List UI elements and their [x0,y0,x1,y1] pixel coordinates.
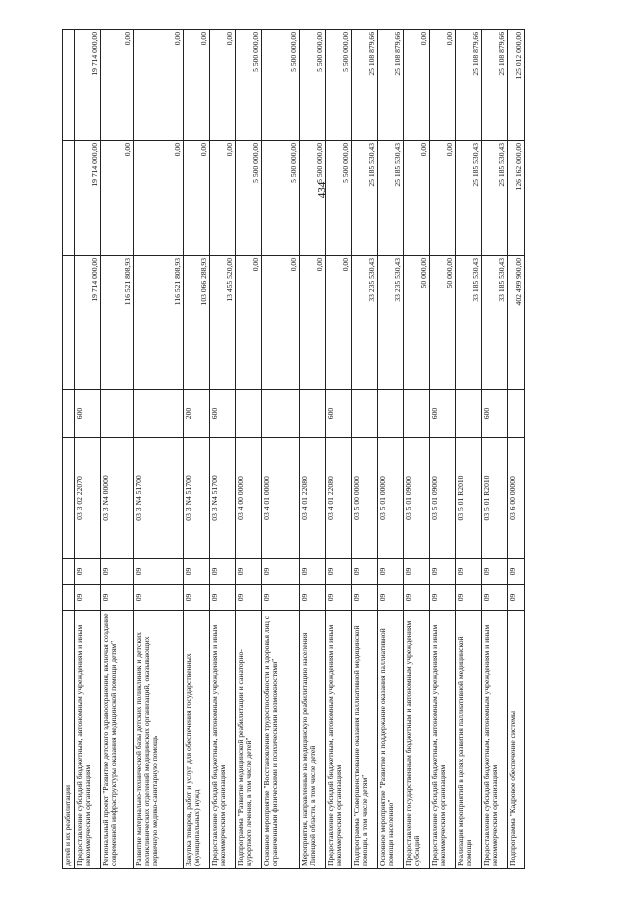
row-name-cell: Предоставление субсидий бюджетным, автономным учреждениям и иным некоммерческим организациям [430,611,456,869]
table-row [184,30,210,869]
subsection-code-cell: 09 [326,559,352,585]
subsection-code-cell: 09 [262,559,300,585]
row-name-cell: Мероприятия, направленные на медицинскую реабилитацию населения Липецкой области, в том числе детей [300,611,326,869]
section-code-cell [63,585,75,611]
target-article-cell: 03 3 02 22070 [75,438,101,559]
amount-year1-cell: 402 499 900,00 [508,256,525,390]
amount-year1-cell: 116 521 808,93 [101,256,134,390]
target-article-cell: 03 3 N4 51700 [184,438,210,559]
subsection-code-cell: 09 [75,559,101,585]
row-name-cell: Предоставление субсидий бюджетным, автономным учреждениям и иным некоммерческим организациям [326,611,352,869]
amount-year2-cell [63,141,75,256]
section-code-cell: 09 [184,585,210,611]
row-name-cell: Развитие материально-технической базы детских поликлиник и детских поликлинических отделений медицинских организаций, оказывающих первичную медико-санитарную помощь [134,611,184,869]
subsection-code-cell: 09 [456,559,482,585]
amount-year3-cell: 0,00 [404,30,430,141]
expense-type-cell [262,390,300,438]
amount-year3-cell: 0,00 [134,30,184,141]
amount-year3-cell: 25 108 879,66 [352,30,378,141]
expense-type-cell [404,390,430,438]
row-name-cell: Подпрограмма "Совершенствование оказания паллиативной медицинской помощи, в том числе детям" [352,611,378,869]
amount-year1-cell: 0,00 [300,256,326,390]
section-code-cell: 09 [430,585,456,611]
page-number: 434 [316,181,328,199]
subsection-code-cell: 09 [101,559,134,585]
expense-type-cell: 600 [75,390,101,438]
amount-year3-cell: 25 108 879,66 [482,30,508,141]
amount-year2-cell: 25 185 530,43 [482,141,508,256]
amount-year3-cell: 5 500 000,00 [300,30,326,141]
table-row [101,30,134,869]
table-row [404,30,430,869]
amount-year3-cell: 25 108 879,66 [378,30,404,141]
amount-year1-cell: 0,00 [236,256,262,390]
target-article-cell: 03 3 N4 51700 [210,438,236,559]
target-article-cell: 03 5 00 00000 [352,438,378,559]
expense-type-cell [300,390,326,438]
row-name-cell: Предоставление государственным бюджетным и автономным учреждениям субсидий [404,611,430,869]
subsection-code-cell: 09 [184,559,210,585]
amount-year2-cell: 0,00 [134,141,184,256]
amount-year3-cell [63,30,75,141]
row-name-cell: Подпрограмма "Кадровое обеспечение системы [508,611,525,869]
expense-type-cell [378,390,404,438]
amount-year3-cell: 5 500 000,00 [326,30,352,141]
table-row [378,30,404,869]
expense-type-cell: 600 [482,390,508,438]
amount-year2-cell: 5 500 000,00 [262,141,300,256]
amount-year1-cell: 103 066 288,93 [184,256,210,390]
section-code-cell: 09 [326,585,352,611]
amount-year2-cell: 0,00 [404,141,430,256]
amount-year3-cell: 0,00 [430,30,456,141]
expense-type-cell: 600 [326,390,352,438]
amount-year1-cell: 50 000,00 [430,256,456,390]
amount-year2-cell: 5 500 000,00 [236,141,262,256]
section-code-cell: 09 [262,585,300,611]
subsection-code-cell: 09 [300,559,326,585]
target-article-cell: 03 4 01 00000 [262,438,300,559]
section-code-cell: 09 [508,585,525,611]
target-article-cell: 03 4 01 22080 [326,438,352,559]
expense-type-cell [63,390,75,438]
expense-type-cell: 600 [210,390,236,438]
amount-year3-cell: 25 108 879,66 [456,30,482,141]
table-row [300,30,326,869]
row-name-cell: детей и их реабилитации [63,611,75,869]
table-row [326,30,352,869]
amount-year1-cell: 33 185 530,43 [482,256,508,390]
expense-type-cell [456,390,482,438]
table-row [210,30,236,869]
subsection-code-cell: 09 [404,559,430,585]
target-article-cell [63,438,75,559]
row-name-cell: Основное мероприятие "Восстановление трудоспособности и здоровья лиц с ограниченными физическими и психическими возможностями" [262,611,300,869]
row-name-cell: Региональный проект "Развитие детского здравоохранения, включая создание современной инфраструктуры оказания медицинской помощи детям" [101,611,134,869]
amount-year2-cell: 0,00 [430,141,456,256]
table-row [236,30,262,869]
section-code-cell: 09 [456,585,482,611]
amount-year2-cell: 126 162 000,00 [508,141,525,256]
amount-year1-cell: 50 000,00 [404,256,430,390]
target-article-cell: 03 4 01 22080 [300,438,326,559]
row-name-cell: Закупка товаров, работ и услуг для обеспечения государственных (муниципальных) нужд [184,611,210,869]
amount-year3-cell: 19 714 000,00 [75,30,101,141]
subsection-code-cell: 09 [378,559,404,585]
section-code-cell: 09 [378,585,404,611]
amount-year2-cell: 5 500 000,00 [300,141,326,256]
target-article-cell: 03 4 00 00000 [236,438,262,559]
amount-year1-cell: 0,00 [262,256,300,390]
amount-year1-cell [63,256,75,390]
amount-year2-cell: 19 714 000,00 [75,141,101,256]
amount-year2-cell: 5 500 000,00 [326,141,352,256]
amount-year3-cell: 0,00 [184,30,210,141]
amount-year1-cell: 33 235 530,43 [352,256,378,390]
amount-year2-cell: 25 185 530,43 [456,141,482,256]
amount-year3-cell: 5 500 000,00 [236,30,262,141]
amount-year1-cell: 0,00 [326,256,352,390]
target-article-cell: 03 5 01 00000 [378,438,404,559]
expense-type-cell [352,390,378,438]
table-row [352,30,378,869]
section-code-cell: 09 [352,585,378,611]
table-row [482,30,508,869]
subsection-code-cell: 09 [508,559,525,585]
section-code-cell: 09 [210,585,236,611]
target-article-cell: 03 5 01 09000 [404,438,430,559]
amount-year3-cell: 0,00 [210,30,236,141]
target-article-cell: 03 3 N4 51700 [134,438,184,559]
section-code-cell: 09 [482,585,508,611]
row-name-cell: Подпрограмма "Развитие медицинской реабилитации и санаторно-курортного лечения, в том числе детей" [236,611,262,869]
amount-year2-cell: 0,00 [184,141,210,256]
amount-year3-cell: 0,00 [101,30,134,141]
subsection-code-cell: 09 [430,559,456,585]
amount-year3-cell: 5 500 000,00 [262,30,300,141]
expense-type-cell: 200 [184,390,210,438]
subsection-code-cell: 09 [482,559,508,585]
subsection-code-cell: 09 [210,559,236,585]
expense-type-cell [508,390,525,438]
expense-type-cell [134,390,184,438]
amount-year2-cell: 0,00 [101,141,134,256]
expense-type-cell: 600 [430,390,456,438]
rotated-table-region [62,30,590,869]
expense-type-cell [101,390,134,438]
row-name-cell: Реализация мероприятий в целях развития паллиативной медицинской помощи [456,611,482,869]
amount-year1-cell: 116 521 808,93 [134,256,184,390]
subsection-code-cell: 09 [134,559,184,585]
target-article-cell: 03 6 00 00000 [508,438,525,559]
table-row [262,30,300,869]
section-code-cell: 09 [134,585,184,611]
subsection-code-cell: 09 [352,559,378,585]
target-article-cell: 03 5 01 R2010 [456,438,482,559]
target-article-cell: 03 5 01 R2010 [482,438,508,559]
row-name-cell: Предоставление субсидий бюджетным, автономным учреждениям и иным некоммерческим организациям [210,611,236,869]
amount-year1-cell: 33 185 530,43 [456,256,482,390]
amount-year1-cell: 13 455 520,00 [210,256,236,390]
section-code-cell: 09 [300,585,326,611]
amount-year2-cell: 0,00 [210,141,236,256]
amount-year3-cell: 125 012 000,00 [508,30,525,141]
amount-year1-cell: 33 235 530,43 [378,256,404,390]
budget-table-sheet [62,30,590,869]
row-name-cell: Предоставление субсидий бюджетным, автономным учреждениям и иным некоммерческим организациям [482,611,508,869]
row-name-cell: Основное мероприятие "Развитие и поддержание оказания паллиативной помощи населению" [378,611,404,869]
subsection-code-cell: 09 [236,559,262,585]
table-row [134,30,184,869]
table-row [75,30,101,869]
section-code-cell: 09 [236,585,262,611]
budget-table [62,29,525,869]
row-name-cell: Предоставление субсидий бюджетным, автономным учреждениям и иным некоммерческим организациям [75,611,101,869]
table-row [456,30,482,869]
target-article-cell: 03 5 01 09000 [430,438,456,559]
amount-year2-cell: 25 185 530,43 [352,141,378,256]
section-code-cell: 09 [75,585,101,611]
section-code-cell: 09 [101,585,134,611]
amount-year2-cell: 25 185 530,43 [378,141,404,256]
table-row [63,30,75,869]
expense-type-cell [236,390,262,438]
target-article-cell: 03 3 N4 00000 [101,438,134,559]
table-row [508,30,525,869]
subsection-code-cell [63,559,75,585]
section-code-cell: 09 [404,585,430,611]
amount-year1-cell: 19 714 000,00 [75,256,101,390]
table-row [430,30,456,869]
